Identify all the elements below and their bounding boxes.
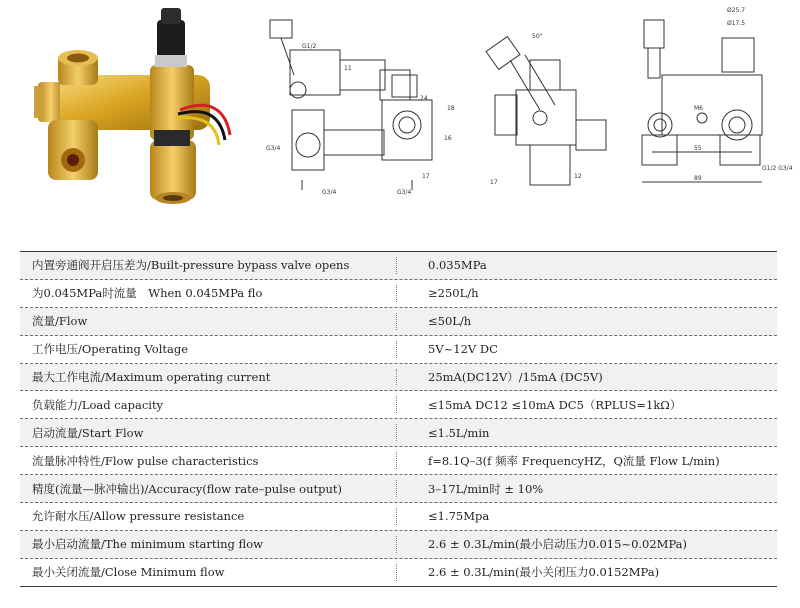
- spec-value: 2.6 ± 0.3L/min(最小启动压力0.015~0.02MPa): [428, 537, 688, 552]
- dim-label: 16: [444, 135, 452, 142]
- column-divider: [396, 257, 397, 274]
- dim-label: 11: [344, 65, 352, 72]
- column-divider: [396, 285, 397, 302]
- dim-label: G1/2: [302, 43, 317, 50]
- dim-label: G3/4: [397, 189, 412, 196]
- column-divider: [396, 452, 397, 469]
- spec-label: 最小启动流量/The minimum starting flow: [32, 537, 263, 552]
- front-view-drawing: [632, 0, 800, 200]
- spec-value: 0.035MPa: [428, 258, 487, 273]
- table-row: [20, 503, 777, 531]
- spec-label: 启动流量/Start Flow: [32, 425, 144, 440]
- table-row: [20, 475, 777, 503]
- spec-label: 允许耐水压/Allow pressure resistance: [32, 509, 245, 524]
- spec-value: 2.6 ± 0.3L/min(最小关闭压力0.0152MPa): [428, 565, 660, 580]
- dim-label: G3/4: [266, 145, 281, 152]
- spec-value: 3–17L/min时 ± 10%: [428, 481, 544, 496]
- spec-table: [20, 251, 777, 587]
- dim-label: 12: [574, 173, 582, 180]
- spec-value: ≤15mA DC12 ≤10mA DC5（RPLUS=1kΩ）: [428, 397, 682, 412]
- spec-label: 内置旁通阀开启压差为/Built-pressure bypass valve opens: [32, 258, 350, 273]
- table-row: [20, 308, 777, 336]
- angled-view-drawing: [470, 0, 620, 200]
- table-row: [20, 559, 777, 587]
- dim-label: 55: [694, 145, 702, 152]
- table-row: [20, 419, 777, 447]
- dim-label: 17: [490, 179, 498, 186]
- table-row: [20, 531, 777, 559]
- spec-label: 负载能力/Load capacity: [32, 397, 164, 412]
- table-row: [20, 280, 777, 308]
- column-divider: [396, 536, 397, 553]
- spec-label: 工作电压/Operating Voltage: [32, 342, 189, 357]
- column-divider: [396, 564, 397, 581]
- column-divider: [396, 341, 397, 358]
- spec-label: 流量/Flow: [32, 314, 88, 329]
- dim-label: Ø25.7: [727, 7, 746, 14]
- table-row: [20, 252, 777, 280]
- column-divider: [396, 396, 397, 413]
- spec-value: 5V~12V DC: [428, 342, 498, 357]
- dim-label: 50°: [532, 33, 543, 40]
- product-photo: [20, 0, 245, 215]
- dim-label: G1/2 G3/4: [762, 165, 793, 172]
- product-illustrations: [0, 0, 800, 240]
- spec-value: ≤1.75Mpa: [428, 509, 490, 524]
- dim-label: 17: [422, 173, 430, 180]
- table-row: [20, 447, 777, 475]
- spec-label: 为0.045MPa时流量 When 0.045MPa flo: [32, 286, 263, 301]
- spec-value: 25mA(DC12V）/15mA (DC5V): [428, 370, 603, 384]
- column-divider: [396, 480, 397, 497]
- spec-value: ≥250L/h: [428, 286, 479, 301]
- table-row: [20, 364, 777, 392]
- dim-label: G3/4: [322, 189, 337, 196]
- column-divider: [396, 369, 397, 386]
- dim-label: 24: [420, 95, 428, 102]
- spec-value: ≤50L/h: [428, 314, 472, 329]
- dim-label: Ø17.5: [727, 20, 746, 27]
- spec-label: 精度(流量—脉冲输出)/Accuracy(flow rate–pulse output): [32, 481, 342, 496]
- column-divider: [396, 508, 397, 525]
- spec-label: 流量脉冲特性/Flow pulse characteristics: [32, 453, 259, 468]
- table-row: [20, 391, 777, 419]
- dim-label: M6: [694, 105, 703, 112]
- spec-label: 最小关闭流量/Close Minimum flow: [32, 565, 225, 580]
- side-view-drawing: [262, 0, 462, 200]
- spec-label: 最大工作电流/Maximum operating current: [32, 370, 271, 384]
- spec-value: f=8.1Q–3(f 频率 FrequencyHZ，Q流量 Flow L/min): [428, 453, 720, 468]
- column-divider: [396, 424, 397, 441]
- table-row: [20, 336, 777, 364]
- column-divider: [396, 313, 397, 330]
- dim-label: 18: [447, 105, 455, 112]
- spec-value: ≤1.5L/min: [428, 425, 490, 440]
- dim-label: 89: [694, 175, 702, 182]
